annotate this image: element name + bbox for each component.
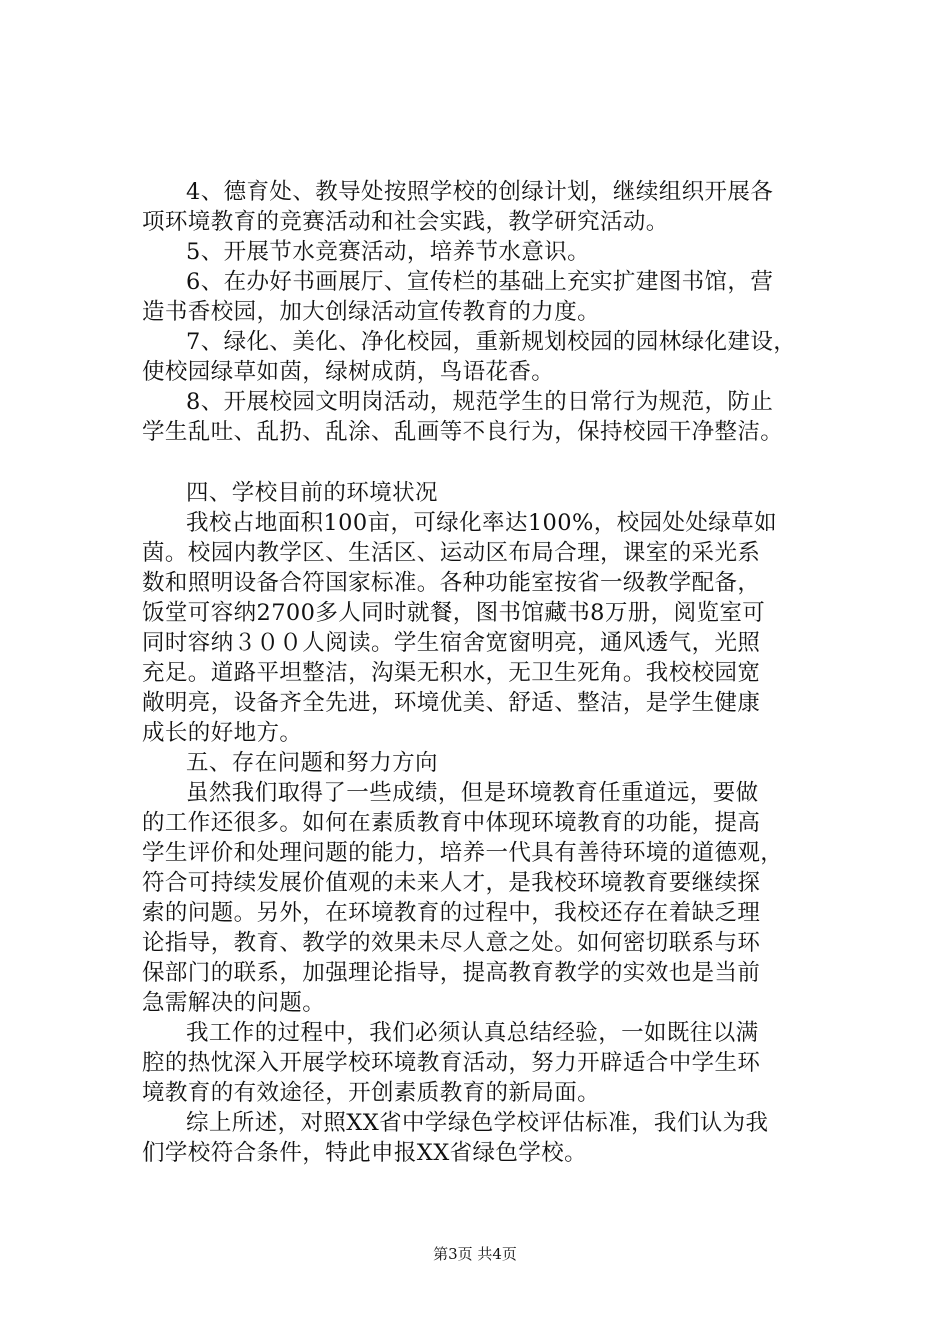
text-line: 境教育的有效途径，开创素质教育的新局面。 — [142, 1080, 601, 1106]
page-number: 第3页 共4页 — [433, 1245, 517, 1263]
text-line: 敞明亮，设备齐全先进，环境优美、舒适、整洁，是学生健康 — [142, 690, 761, 716]
text-line: 的工作还很多。如何在素质教育中体现环境教育的功能，提高 — [142, 810, 761, 836]
text-line: 保部门的联系，加强理论指导，提高教育教学的实效也是当前 — [142, 960, 761, 986]
text-line: 学生评价和处理问题的能力，培养一代具有善待环境的道德观， — [142, 840, 784, 866]
item-7 — [142, 327, 842, 387]
page-footer — [0, 1244, 950, 1264]
text-line: 我工作的过程中，我们必须认真总结经验，一如既往以满 — [186, 1020, 759, 1046]
item-8 — [142, 387, 842, 447]
section-5-paragraph — [142, 1108, 842, 1168]
text-line: 成长的好地方。 — [142, 720, 303, 746]
text-line: 我校占地面积100亩，可绿化率达100%，校园处处绿草如 — [186, 510, 777, 536]
text-line: 充足。道路平坦整洁，沟渠无积水，无卫生死角。我校校园宽 — [142, 660, 761, 686]
text-line: 饭堂可容纳2700多人同时就餐，图书馆藏书8万册，阅览室可 — [142, 600, 766, 626]
text-line: 学生乱吐、乱扔、乱涂、乱画等不良行为，保持校园干净整洁。 — [142, 419, 784, 445]
text-line: 急需解决的问题。 — [142, 990, 326, 1016]
text-line: 论指导，教育、教学的效果未尽人意之处。如何密切联系与环 — [142, 930, 761, 956]
text-line: 同时容纳３００人阅读。学生宿舍宽窗明亮，通风透气，光照 — [142, 630, 761, 656]
text-line: 使校园绿草如茵，绿树成荫，鸟语花香。 — [142, 359, 555, 385]
text-line: 8、开展校园文明岗活动，规范学生的日常行为规范，防止 — [186, 389, 774, 415]
text-line: 6、在办好书画展厅、宣传栏的基础上充实扩建图书馆，营 — [186, 269, 774, 295]
item-4 — [142, 177, 842, 237]
item-6 — [142, 267, 842, 327]
text-line: 项环境教育的竞赛活动和社会实践，教学研究活动。 — [142, 209, 669, 235]
text-line: 数和照明设备合符国家标准。各种功能室按省一级教学配备， — [142, 570, 761, 596]
text-line: 7、绿化、美化、净化校园，重新规划校园的园林绿化建设， — [186, 329, 797, 355]
text-line: 茵。校园内教学区、生活区、运动区布局合理，课室的采光系 — [142, 540, 761, 566]
text-line: 们学校符合条件，特此申报XX省绿色学校。 — [142, 1140, 588, 1166]
text-line: 5、开展节水竞赛活动，培养节水意识。 — [186, 239, 591, 265]
section-5-paragraph — [142, 778, 842, 1018]
text-line: 4、德育处、教导处按照学校的创绿计划，继续组织开展各 — [186, 179, 774, 205]
text-line: 索的问题。另外，在环境教育的过程中，我校还存在着缺乏理 — [142, 900, 761, 926]
section-5-paragraph — [142, 1018, 842, 1108]
section-4-paragraph — [142, 508, 842, 748]
text-line: 造书香校园，加大创绿活动宣传教育的力度。 — [142, 299, 601, 325]
text-line: 腔的热忱深入开展学校环境教育活动，努力开辟适合中学生环 — [142, 1050, 761, 1076]
text-line: 符合可持续发展价值观的未来人才，是我校环境教育要继续探 — [142, 870, 761, 896]
section-heading: 五、存在问题和努力方向 — [186, 750, 438, 776]
document-body — [142, 177, 842, 1168]
text-line: 综上所述，对照XX省中学绿色学校评估标准，我们认为我 — [186, 1110, 769, 1136]
item-5 — [142, 237, 842, 267]
text-line: 虽然我们取得了一些成绩，但是环境教育任重道远，要做 — [186, 780, 759, 806]
paragraph-gap — [142, 447, 842, 478]
section-heading: 四、学校目前的环境状况 — [186, 480, 438, 506]
